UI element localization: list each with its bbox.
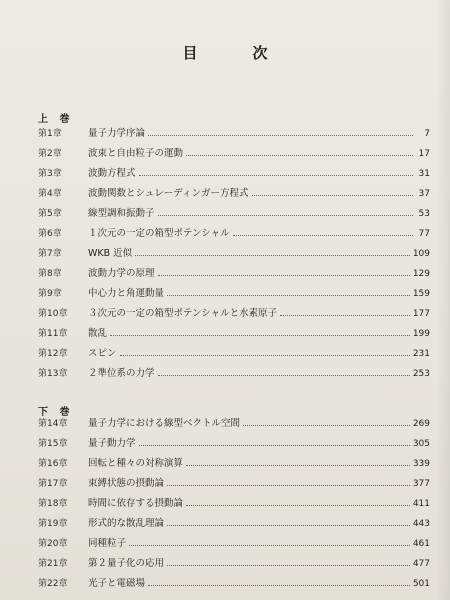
chapter-title: WKB 近似 (88, 248, 133, 259)
dot-leader (135, 246, 410, 256)
chapter-title: スピン (88, 348, 117, 359)
dot-leader (129, 536, 410, 546)
dot-leader (158, 266, 410, 276)
chapter-number: 第16章 (38, 459, 68, 469)
chapter-page: 269 (412, 419, 430, 429)
toc-entry (38, 496, 430, 512)
chapter-number: 第9章 (38, 289, 62, 299)
chapter-number: 第3章 (38, 169, 62, 179)
chapter-page: 461 (412, 539, 430, 549)
chapter-title: 束縛状態の摂動論 (88, 478, 165, 489)
chapter-number: 第2章 (38, 149, 62, 159)
chapter-page: 159 (412, 289, 430, 299)
chapter-page: 199 (412, 329, 430, 339)
toc-entry (38, 166, 430, 182)
toc-entry (38, 556, 430, 572)
chapter-title: 第２量子化の応用 (88, 558, 165, 569)
chapter-page: 31 (418, 169, 430, 179)
chapter-number: 第7章 (38, 249, 62, 259)
chapter-number: 第19章 (38, 519, 68, 529)
toc-entry (38, 306, 430, 322)
chapter-number: 第4章 (38, 189, 62, 199)
chapter-page: 7 (424, 129, 430, 139)
chapter-page: 501 (412, 579, 430, 589)
chapter-title: 量子力学における線型ベクトル空間 (88, 418, 241, 429)
toc-entry (38, 456, 430, 472)
chapter-title: 同種粒子 (88, 538, 127, 549)
chapter-number: 第1章 (38, 129, 62, 139)
chapter-page: 231 (412, 349, 430, 359)
chapter-title: 中心力と角運動量 (88, 288, 165, 299)
dot-leader (186, 456, 410, 466)
chapter-title: 波動方程式 (88, 168, 136, 179)
chapter-number: 第15章 (38, 439, 68, 449)
toc-entry (38, 186, 430, 202)
toc-title: 目 次 (182, 44, 288, 62)
toc-entry (38, 266, 430, 282)
chapter-page: 411 (412, 499, 430, 509)
chapter-page: 17 (418, 149, 430, 159)
chapter-page: 477 (412, 559, 430, 569)
chapter-number: 第6章 (38, 229, 62, 239)
dot-leader (110, 326, 410, 336)
toc-entry (38, 366, 430, 382)
dot-leader (167, 476, 410, 486)
toc-entry (38, 206, 430, 222)
dot-leader (233, 226, 413, 236)
chapter-page: 109 (412, 249, 430, 259)
chapter-page: 339 (412, 459, 430, 469)
toc-entry (38, 126, 430, 142)
chapter-page: 253 (412, 369, 430, 379)
chapter-title: 散乱 (88, 328, 108, 339)
chapter-page: 377 (412, 479, 430, 489)
toc-entry (38, 536, 430, 552)
dot-leader (139, 436, 410, 446)
page-edge-shadow (436, 0, 450, 600)
chapter-title: ３次元の一定の箱型ポテンシャルと水素原子 (88, 308, 278, 319)
chapter-number: 第21章 (38, 559, 68, 569)
volume-label-upper: 上 巻 (38, 114, 74, 125)
dot-leader (148, 576, 410, 586)
dot-leader (252, 186, 413, 196)
chapter-title: 回転と種々の対称演算 (88, 458, 184, 469)
chapter-title: 量子力学序論 (88, 128, 146, 139)
toc-entry (38, 516, 430, 532)
toc-entry (38, 436, 430, 452)
dot-leader (186, 496, 410, 506)
chapter-page: 53 (418, 209, 430, 219)
dot-leader (280, 306, 410, 316)
toc-entry (38, 416, 430, 432)
chapter-number: 第12章 (38, 349, 68, 359)
chapter-page: 305 (412, 439, 430, 449)
chapter-page: 37 (418, 189, 430, 199)
chapter-title: ２準位系の力学 (88, 368, 155, 379)
chapter-title: 量子動力学 (88, 438, 136, 449)
chapter-title: 線型調和振動子 (88, 208, 155, 219)
chapter-page: 77 (418, 229, 430, 239)
toc-entry (38, 246, 430, 262)
toc-entry (38, 226, 430, 242)
chapter-title: 波動力学の原理 (88, 268, 155, 279)
chapter-number: 第20章 (38, 539, 68, 549)
toc-entry (38, 476, 430, 492)
dot-leader (148, 126, 413, 136)
chapter-page: 443 (412, 519, 430, 529)
dot-leader (167, 286, 410, 296)
dot-leader (120, 346, 410, 356)
toc-entry (38, 326, 430, 342)
chapter-title: 波動関数とシュレーディンガー方程式 (88, 188, 249, 199)
toc-entry (38, 346, 430, 362)
chapter-title: 時間に依存する摂動論 (88, 498, 184, 509)
chapter-number: 第13章 (38, 369, 68, 379)
dot-leader (186, 146, 413, 156)
chapter-title: 光子と電磁場 (88, 578, 146, 589)
chapter-number: 第10章 (38, 309, 68, 319)
chapter-number: 第14章 (38, 419, 68, 429)
bleed-through-text (0, 4, 450, 18)
chapter-title: 波束と自由粒子の運動 (88, 148, 184, 159)
chapter-number: 第17章 (38, 479, 68, 489)
dot-leader (167, 556, 410, 566)
toc-entry (38, 146, 430, 162)
chapter-number: 第5章 (38, 209, 62, 219)
dot-leader (139, 166, 413, 176)
dot-leader (158, 366, 410, 376)
toc-entry (38, 286, 430, 302)
chapter-number: 第11章 (38, 329, 68, 339)
volume-label-lower: 下 巻 (38, 407, 74, 418)
chapter-title: 形式的な散乱理論 (88, 518, 165, 529)
chapter-page: 129 (412, 269, 430, 279)
dot-leader (158, 206, 413, 216)
chapter-number: 第22章 (38, 579, 68, 589)
dot-leader (167, 516, 410, 526)
chapter-number: 第18章 (38, 499, 68, 509)
dot-leader (243, 416, 410, 426)
chapter-number: 第8章 (38, 269, 62, 279)
chapter-page: 177 (412, 309, 430, 319)
chapter-title: １次元の一定の箱型ポテンシャル (88, 228, 230, 239)
toc-entry (38, 576, 430, 592)
